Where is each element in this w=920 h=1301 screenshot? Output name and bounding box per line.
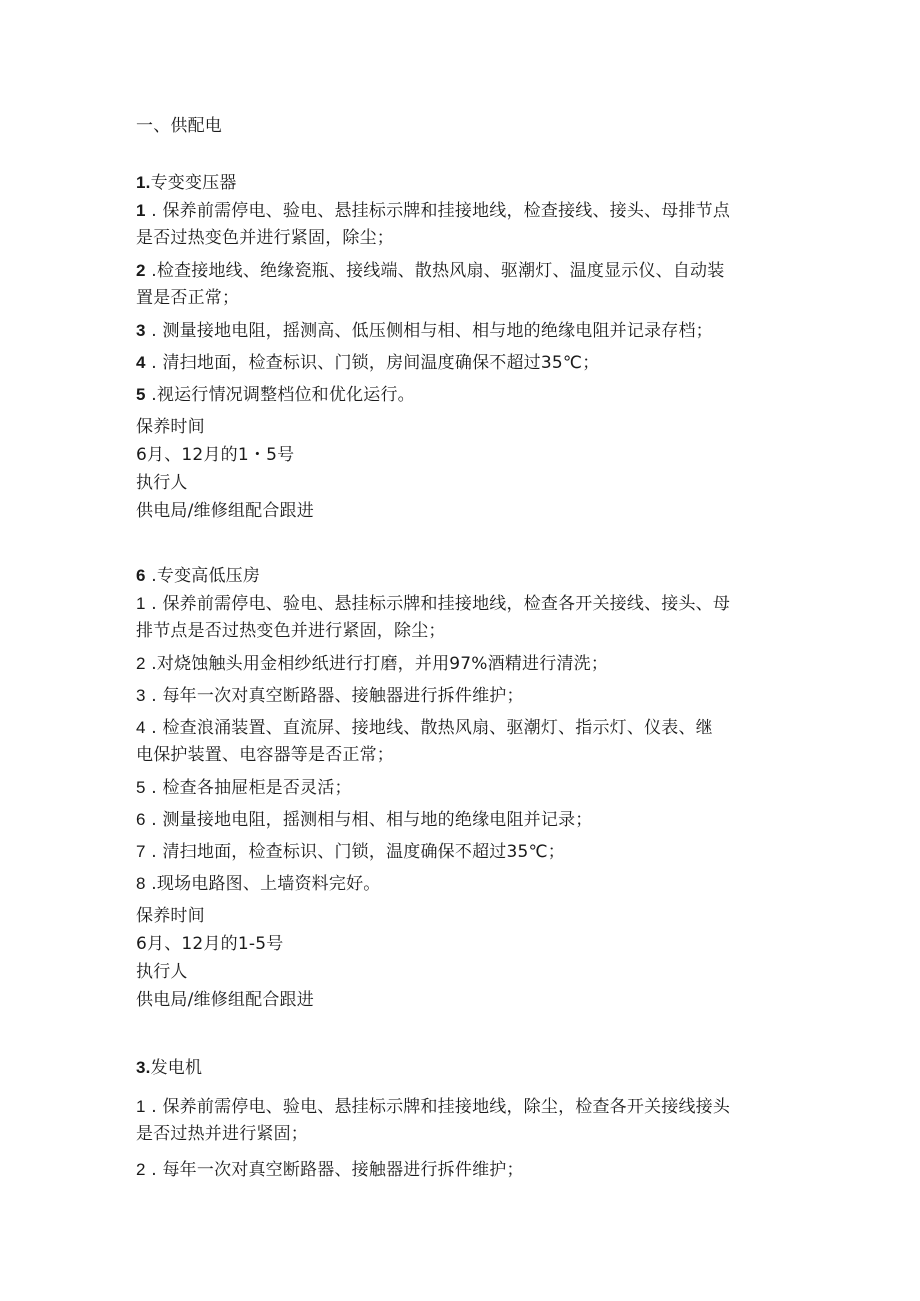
list-item — [136, 777, 352, 799]
item-text: . 测量接地电阻，摇测高、低压侧相与相、相与地的绝缘电阻并记录存档； — [145, 321, 713, 341]
executor-value: 供电局/维修组配合跟进 — [136, 990, 314, 1010]
list-item — [136, 260, 724, 282]
heading-generator — [136, 1057, 202, 1079]
item-number: 4 — [136, 353, 146, 372]
list-item — [136, 873, 380, 895]
item-number: 6 — [136, 810, 146, 829]
maintenance-time-label: 保养时间 — [136, 906, 205, 926]
maintenance-time-label: 保养时间 — [136, 417, 205, 437]
item-text: . 保养前需停电、验电、悬挂标示牌和挂接地线，除尘，检查各开关接线接头 — [145, 1097, 731, 1117]
list-item — [136, 653, 608, 675]
item-text: . 每年一次对真空断路器、接触器进行拆件维护； — [145, 1160, 524, 1180]
list-item-continuation: 是否过热变色并进行紧固，除尘； — [136, 228, 394, 248]
maintenance-time-value: 6月、12月的1・5号 — [136, 445, 295, 465]
item-text: . 保养前需停电、验电、悬挂标示牌和挂接地线，检查接线、接头、母排节点 — [145, 201, 731, 221]
section-title: 一、供配电 — [136, 116, 222, 136]
heading-text: .专变高低压房 — [145, 566, 261, 586]
item-number: 3 — [136, 321, 146, 340]
item-text: . 检查浪涌装置、直流屏、接地线、散热风扇、驱潮灯、指示灯、仪表、继 — [145, 718, 713, 738]
item-number: 8 — [136, 874, 146, 893]
item-number: 7 — [136, 842, 146, 861]
list-item — [136, 809, 592, 831]
heading-transformer — [136, 172, 237, 194]
executor-label: 执行人 — [136, 473, 188, 493]
item-text: . 清扫地面，检查标识、门锁，温度确保不超过35℃； — [145, 842, 565, 862]
heading-number: 1. — [136, 173, 151, 192]
item-number: 4 — [136, 718, 146, 737]
list-item-continuation: 电保护装置、电容器等是否正常； — [136, 745, 394, 765]
item-number: 1 — [136, 201, 146, 220]
executor-label: 执行人 — [136, 962, 188, 982]
list-item — [136, 384, 415, 406]
list-item — [136, 717, 713, 739]
item-number: 3 — [136, 686, 146, 705]
item-text: .视运行情况调整档位和优化运行。 — [145, 385, 415, 405]
item-text: . 检查各抽屉柜是否灵活； — [145, 778, 352, 798]
heading-switch-room — [136, 565, 260, 587]
maintenance-time-value: 6月、12月的1-5号 — [136, 934, 284, 954]
item-number: 2 — [136, 654, 146, 673]
list-item — [136, 352, 599, 374]
item-text: . 保养前需停电、验电、悬挂标示牌和挂接地线，检查各开关接线、接头、母 — [145, 594, 731, 614]
list-item — [136, 1159, 524, 1181]
item-text: .检查接地线、绝缘瓷瓶、接线端、散热风扇、驱潮灯、温度显示仪、自动装 — [145, 261, 725, 281]
executor-value: 供电局/维修组配合跟进 — [136, 501, 314, 521]
list-item — [136, 685, 524, 707]
item-text: . 每年一次对真空断路器、接触器进行拆件维护； — [145, 686, 524, 706]
item-text: . 清扫地面，检查标识、门锁，房间温度确保不超过35℃； — [145, 353, 600, 373]
item-number: 1 — [136, 594, 146, 613]
item-number: 1 — [136, 1097, 146, 1116]
list-item — [136, 200, 730, 222]
list-item — [136, 320, 713, 342]
item-number: 2 — [136, 261, 146, 280]
heading-text: 专变变压器 — [150, 173, 237, 193]
list-item — [136, 841, 565, 863]
item-number: 2 — [136, 1160, 146, 1179]
item-number: 5 — [136, 385, 146, 404]
list-item — [136, 1096, 730, 1118]
heading-number: 3. — [136, 1058, 151, 1077]
item-text: .对烧蚀触头用金相纱纸进行打磨，并用97%酒精进行清洗； — [145, 654, 609, 674]
list-item-continuation: 是否过热并进行紧固； — [136, 1124, 308, 1144]
heading-text: 发电机 — [150, 1058, 203, 1078]
list-item-continuation: 排节点是否过热变色并进行紧固，除尘； — [136, 621, 446, 641]
list-item — [136, 593, 730, 615]
item-number: 5 — [136, 778, 146, 797]
heading-number: 6 — [136, 566, 146, 585]
item-text: .现场电路图、上墙资料完好。 — [145, 874, 381, 894]
item-text: . 测量接地电阻，摇测相与相、相与地的绝缘电阻并记录； — [145, 810, 593, 830]
list-item-continuation: 置是否正常； — [136, 288, 240, 308]
